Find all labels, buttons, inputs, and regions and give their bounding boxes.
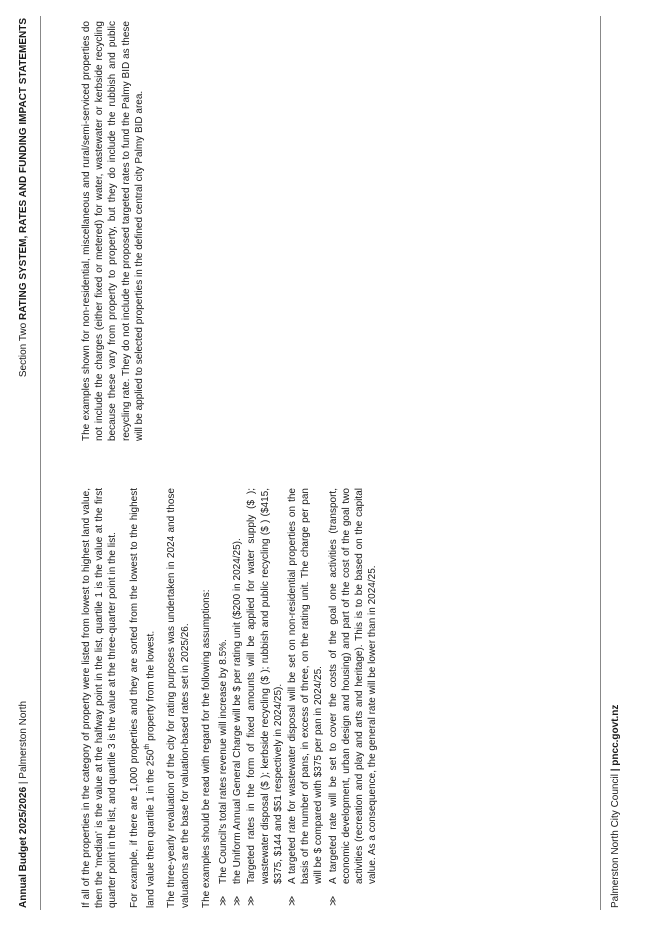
list-item — [231, 488, 244, 908]
header-right — [18, 18, 29, 377]
header-rule — [40, 16, 41, 910]
paragraph-revaluation: The three-yearly revaluation of the city for rating purposes was undertaken in 2024 and those valuations are the base for valuation-based rates set in 2025/26. — [166, 488, 191, 908]
budget-title: Annual Budget 2025/2026 — [18, 786, 29, 908]
assumptions-list — [217, 488, 379, 908]
double-chevron-up-icon: ≫ — [246, 895, 258, 906]
list-item-text: A targeted rate will be set to cover the costs of the goal one activities (transport, economic development, urban design and housing) and part of the cost of the goal two activities (recreation and play and arts and heritage). This is to be based on the capital value. As a consequence, the general rate will be lower than in 2024/25. — [327, 488, 379, 884]
double-chevron-up-icon: ≫ — [286, 895, 298, 906]
header-left — [18, 701, 29, 908]
header-separator: | — [18, 778, 29, 787]
double-chevron-up-icon: ≫ — [327, 895, 339, 906]
list-item-text: A targeted rate for wastewater disposal will be set on non-residential properties on the basis of the number of pans, in excess of three, on the rating unit. The charge per pan will be $ compared with $375 per pan in 2024/25. — [286, 488, 325, 884]
left-column — [80, 488, 380, 908]
paragraph-examples-note: The examples shown for non-residential, miscellaneous and rural/semi-serviced properties do not include the charges (either fixed or metered) for water, wastewater or kerbside recycling because these vary from property to property, but they do include the rubbish and public recycling rate. They do not include the proposed targeted rates to fund the Palmy BID as these will be applied to selected properties in the defined central city Palmy BID area. — [81, 21, 145, 441]
website-link[interactable]: pncc.govt.nz — [610, 704, 621, 766]
right-column — [80, 21, 154, 441]
list-item-text: The Council's total rates revenue will increase by 8.5%. — [217, 639, 229, 884]
footer-rule — [600, 16, 601, 910]
footer — [610, 705, 621, 908]
list-item — [327, 488, 380, 908]
list-item — [217, 488, 230, 908]
paragraph-example: For example, if there are 1,000 properties and they are sorted from the lowest to the highest land value then quartile 1 in the 250th property from the lowest. — [128, 488, 157, 908]
double-chevron-up-icon: ≫ — [232, 895, 244, 906]
city-name: Palmerston North — [18, 700, 29, 779]
list-item-text: the Uniform Annual General Charge will be $ per rating unit ($200 in 2024/25). — [232, 538, 244, 884]
double-chevron-up-icon: ≫ — [217, 895, 229, 906]
list-item — [245, 488, 285, 908]
list-item — [286, 488, 326, 908]
council-name: Palmerston North City Council — [610, 774, 621, 908]
section-title: RATING SYSTEM, RATES AND FUNDING IMPACT STATEMENTS — [18, 18, 29, 321]
footer-separator: | — [610, 765, 621, 775]
paragraph-assumptions: The examples should be read with regard for the following assumptions: — [200, 589, 212, 908]
list-item-text: Targeted rates in the form of fixed amounts will be applied for water supply ($ ); wastewater disposal ($ ); kerbside recycling ($ ); rubbish and public recycling ($ ) ($415, $375, $144 and $51 respectively in 2024/25). — [246, 488, 284, 884]
section-label: Section Two — [18, 320, 29, 378]
paragraph-median: If all of the properties in the category of property were listed from lowest to highest land value, then the 'median' is the value at the halfway point in the list, quartile 1 is the value at the first quarter point in the list, and quartile 3 is the value at the three-quarter point in the list. — [81, 488, 119, 908]
